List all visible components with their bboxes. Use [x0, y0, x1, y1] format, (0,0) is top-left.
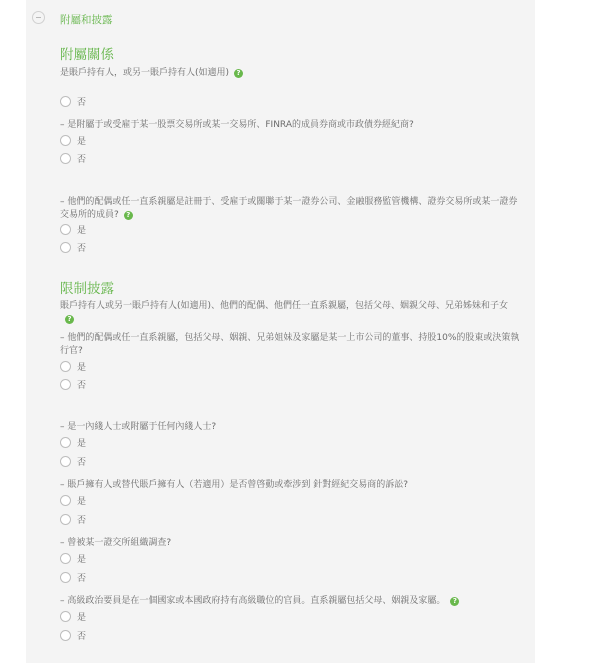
radio-button[interactable]: [60, 135, 71, 146]
radio-button[interactable]: [60, 153, 71, 164]
radio-button[interactable]: [60, 495, 71, 506]
radio-label: 否: [77, 631, 87, 642]
restricted-q4-yes-option[interactable]: [60, 551, 86, 565]
radio-label: 是: [77, 554, 87, 565]
disclosure-panel: [26, 0, 535, 663]
radio-label: 是: [77, 136, 87, 147]
question-circle-icon[interactable]: ?: [124, 211, 133, 220]
radio-label: 是: [77, 362, 87, 373]
section-header-title: 附屬和披露: [60, 14, 113, 26]
radio-button[interactable]: [60, 456, 71, 467]
restricted-q1-no-option[interactable]: [60, 377, 86, 391]
question-circle-icon[interactable]: ?: [65, 315, 74, 324]
restricted-q5-text: [60, 595, 520, 608]
radio-button[interactable]: [60, 572, 71, 583]
radio-label: 是: [77, 438, 87, 449]
restricted-q2-yes-option[interactable]: [60, 435, 86, 449]
radio-button[interactable]: [60, 224, 71, 235]
question-circle-icon[interactable]: ?: [450, 597, 459, 606]
restricted-q1-text: – 他們的配偶或任一直系親屬，包括父母、姻親、兄弟姐妹及家屬是某一上市公司的董事、持股10%的股東或決策執行官?: [60, 333, 520, 356]
affiliation-q3-yes-option[interactable]: [60, 222, 86, 236]
radio-label: 否: [77, 457, 87, 468]
section-header[interactable]: [26, 0, 535, 36]
question-circle-icon[interactable]: ?: [234, 69, 243, 78]
radio-label: 是: [77, 496, 87, 507]
radio-label: 是: [77, 225, 87, 236]
radio-button[interactable]: [60, 553, 71, 564]
affiliation-q2-yes-option[interactable]: [60, 133, 86, 147]
radio-button[interactable]: [60, 630, 71, 641]
radio-button[interactable]: [60, 437, 71, 448]
affiliation-intro-text: 是賬戶持有人，或另一賬戶持有人(如適用): [60, 68, 230, 78]
radio-button[interactable]: [60, 361, 71, 372]
radio-label: 否: [77, 154, 87, 165]
affiliation-q3-no-option[interactable]: [60, 240, 86, 254]
radio-label: 否: [77, 243, 87, 254]
restricted-q5-yes-option[interactable]: [60, 609, 86, 623]
radio-label: 否: [77, 97, 87, 108]
affiliation-q1-no-option[interactable]: [60, 94, 86, 108]
affiliation-q2-no-option[interactable]: [60, 151, 86, 165]
radio-label: 是: [77, 612, 87, 623]
restricted-title: 限制披露: [60, 281, 114, 297]
radio-button[interactable]: [60, 611, 71, 622]
restricted-q3-no-option[interactable]: [60, 512, 86, 526]
radio-label: 否: [77, 515, 87, 526]
restricted-q4-text: – 曾被某一證交所組織調查?: [60, 538, 172, 548]
restricted-q2-no-option[interactable]: [60, 454, 86, 468]
restricted-q3-text: – 賬戶擁有人或替代賬戶擁有人（若適用）是否曾啓動或牽涉到 針對經紀交易商的訴訟?: [60, 480, 409, 490]
restricted-q3-yes-option[interactable]: [60, 493, 86, 507]
radio-button[interactable]: [60, 514, 71, 525]
radio-button[interactable]: [60, 379, 71, 390]
affiliation-q3-label: – 他們的配偶或任一直系親屬是註冊于、受雇于或關聯于某一證券公司、金融服務監管機構、證券交易所或某一證券交易所的成員?: [60, 197, 518, 220]
radio-button[interactable]: [60, 242, 71, 253]
restricted-q4-no-option[interactable]: [60, 570, 86, 584]
radio-button[interactable]: [60, 96, 71, 107]
restricted-q2-text: – 是一內綫人士或附屬于任何內綫人士?: [60, 422, 217, 432]
restricted-q1-yes-option[interactable]: [60, 359, 86, 373]
affiliation-title: 附屬關係: [60, 47, 114, 63]
restricted-q5-label: – 高級政治要員是在一個國家或本國政府持有高級職位的官員。直系親屬包括父母、姻親及家屬。: [60, 596, 446, 606]
affiliation-q2-text: – 是附屬于或受雇于某一股票交易所或某一交易所、FINRA的成員券商或市政債券經紀商?: [60, 120, 414, 130]
radio-label: 否: [77, 380, 87, 391]
restricted-intro: [60, 300, 520, 325]
radio-label: 否: [77, 573, 87, 584]
affiliation-q3-text: [60, 196, 520, 221]
restricted-q5-no-option[interactable]: [60, 628, 86, 642]
restricted-intro-text: 賬戶持有人或另一賬戶持有人(如適用)、他們的配偶、他們任一直系親屬，包括父母、姻親父母、兄弟姊妹和子女: [60, 301, 509, 311]
collapse-icon[interactable]: [32, 11, 45, 24]
affiliation-intro: [60, 67, 520, 80]
